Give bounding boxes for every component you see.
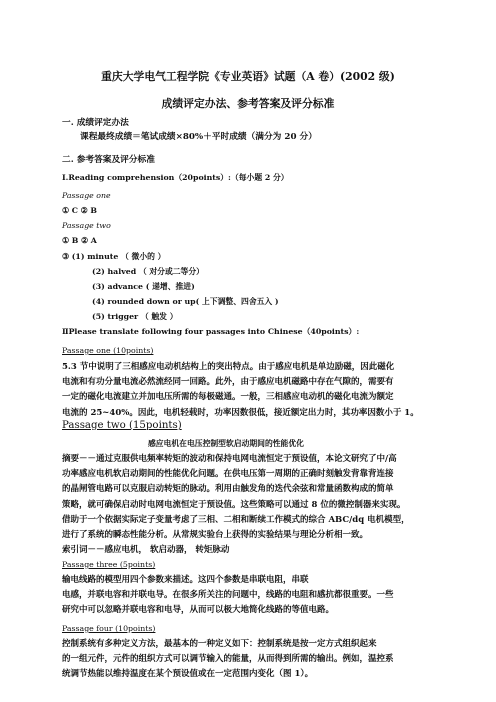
- passage3-line: 电感，并联电容和并联电导。在很多所关注的问题中，线路的电阻和感抗都很重要。一些: [62, 590, 394, 601]
- passage2-line: 借助于一个依据实际定子变量考虑了三相、二相和断续工作模式的综合 ABC/dq 电机模型，: [62, 514, 410, 525]
- passage3-label: Passage three (5points): [62, 560, 156, 569]
- passage3-line: 研究中可以忽略并联电容和电导，从而可以极大地简化线路的等值电路。: [62, 605, 335, 616]
- passage3-translation: [62, 573, 440, 619]
- vocab-item-1: ③ (1) minute （ 微小的 ）: [62, 252, 166, 261]
- passage3-line: 输电线路的模型用四个参数来描述。这四个参数是串联电阻，串联: [62, 575, 309, 585]
- passage-two-answers: ① B ② A: [62, 236, 97, 245]
- part1-title: Ⅰ.Reading comprehension（20points）:（每小题 2 分）: [62, 173, 289, 182]
- section1-body: 课程最终成绩＝笔试成绩×80%＋平时成绩（满分为 20 分）: [80, 132, 317, 142]
- vocab-item-3: (3) advance ( 递增、推进): [92, 282, 195, 291]
- passage2-title: 感应电机在电压控制型软启动期间的性能优化: [148, 439, 304, 448]
- section1-heading: 一. 成绩评定办法: [62, 118, 129, 128]
- passage4-translation: [62, 637, 440, 683]
- passage2-label: Passage two (15points): [62, 420, 182, 431]
- passage2-translation: [62, 452, 440, 558]
- passage-one-label: Passage one: [62, 191, 111, 200]
- passage1-line: 电流和有功分量电流必然流经同一回路。此外，由于感应电机磁路中存在气隙的，需要有: [62, 377, 394, 388]
- passage-two-label: Passage two: [62, 221, 111, 230]
- passage2-line: 的晶闸管电路可以克服启动转矩的脉动。利用由触发角的迭代余弦和常量函数构成的简单: [62, 484, 394, 495]
- vocab-item-4: (4) rounded down or up( 上下调整、四舍五入 ): [92, 297, 279, 306]
- passage4-line: 的一组元件，元件的组织方式可以调节输入的能量，从而得到所需的输出。例如，温控系: [62, 654, 394, 665]
- part2-title: ⅡPlease translate following four passages into Chinese（40points）:: [62, 327, 360, 336]
- document-subtitle: 成绩评定办法、参考答案及评分标准: [161, 97, 335, 110]
- passage1-line: 5.3 节中说明了三相感应电动机结构上的突出特点。由于感应电机是单边励磁，因此磁化: [62, 362, 395, 372]
- passage-one-answers: ① C ② B: [62, 206, 97, 215]
- passage2-line: 功率感应电机软启动期间的性能优化问题。在供电压第一周期的正确时刻触发背靠背连接: [62, 469, 394, 480]
- passage4-line: 统调节热能以维持温度在某个预设值或在一定范围内变化（图 1）。: [62, 669, 314, 680]
- vocab-item-5: (5) trigger （ 触发 ）: [92, 312, 178, 321]
- passage4-line: 控制系统有多种定义方法，最基本的一种定义如下：控制系统是按一定方式组织起来: [62, 639, 377, 649]
- vocab-item-2: (2) halved （ 对分或二等分）: [92, 267, 204, 276]
- document-title: 重庆大学电气工程学院《专业英语》试题（A 卷）(2002 级): [101, 70, 395, 83]
- passage2-line: 摘要－－通过克服供电频率转矩的波动和保持电网电流恒定于预设值，本论文研究了中/高: [62, 454, 397, 464]
- section2-heading: 二. 参考答案及评分标准: [62, 155, 155, 165]
- passage1-line: 一定的磁化电流建立并加电压所需的每极磁通。一般，三相感应电动机的磁化电流为额定: [62, 392, 394, 403]
- passage2-line: 策略，就可确保启动时电网电流恒定于预设值。这些策略可以通过 8 位的微控制器来实现。: [62, 499, 406, 510]
- passage1-translation: [62, 360, 440, 421]
- passage2-line: 进行了系统的瞬态性能分析。从常规实验台上获得的实验结果与理论分析相一致。: [62, 530, 369, 541]
- passage1-line: 电流的 25~40%。因此，电机轻载时，功率因数很低，接近额定出力时，其功率因数小于 1。: [62, 407, 419, 418]
- passage4-label: Passage four (10points): [62, 624, 156, 633]
- passage2-line: 索引词－－感应电机， 软启动器， 转矩脉动: [62, 545, 230, 556]
- passage1-label: Passage one (10points): [62, 346, 154, 355]
